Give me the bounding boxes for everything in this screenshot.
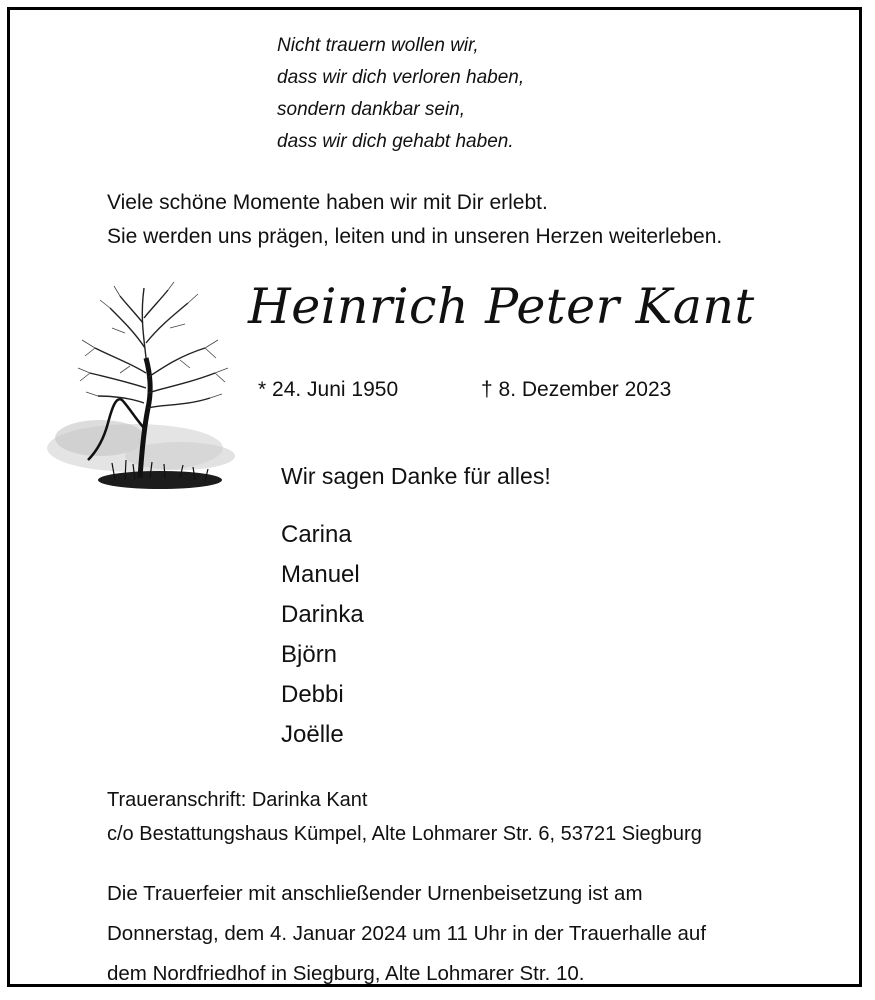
service-line: Die Trauerfeier mit anschließender Urnenbeisetzung ist am <box>107 882 643 905</box>
mourning-address <box>107 783 702 851</box>
list-item: Joëlle <box>281 721 344 748</box>
birth-symbol-icon: * <box>258 378 267 401</box>
intro-line: Sie werden uns prägen, leiten und in unseren Herzen weiterleben. <box>107 225 723 248</box>
thanks-line: Wir sagen Danke für alles! <box>281 463 551 489</box>
deceased-name: Heinrich Peter Kant <box>248 278 755 335</box>
list-item: Carina <box>281 521 352 548</box>
poem-line: sondern dankbar sein, <box>277 99 466 120</box>
death-date <box>481 378 671 402</box>
poem-line: Nicht trauern wollen wir, <box>277 35 479 56</box>
poem <box>277 30 524 158</box>
intro-text <box>107 186 722 254</box>
cross-icon: † <box>481 378 493 401</box>
death-date-text: 8. Dezember 2023 <box>498 378 672 401</box>
address-line: Traueranschrift: Darinka Kant <box>107 789 368 811</box>
birth-date <box>258 378 398 402</box>
address-line: c/o Bestattungshaus Kümpel, Alte Lohmarer Str. 6, 53721 Siegburg <box>107 823 702 845</box>
birth-date-text: 24. Juni 1950 <box>272 378 399 401</box>
mourners-list <box>281 515 364 755</box>
poem-line: dass wir dich gehabt haben. <box>277 131 514 152</box>
service-line: dem Nordfriedhof in Siegburg, Alte Lohmarer Str. 10. <box>107 962 585 985</box>
intro-line: Viele schöne Momente haben wir mit Dir erlebt. <box>107 191 548 214</box>
list-item: Manuel <box>281 561 360 588</box>
poem-line: dass wir dich verloren haben, <box>277 67 525 88</box>
list-item: Björn <box>281 641 338 668</box>
bare-tree-illustration-icon <box>40 278 252 500</box>
funeral-service-info <box>107 874 706 994</box>
service-line: Donnerstag, dem 4. Januar 2024 um 11 Uhr in der Trauerhalle auf <box>107 922 707 945</box>
list-item: Darinka <box>281 601 364 628</box>
list-item: Debbi <box>281 681 344 708</box>
